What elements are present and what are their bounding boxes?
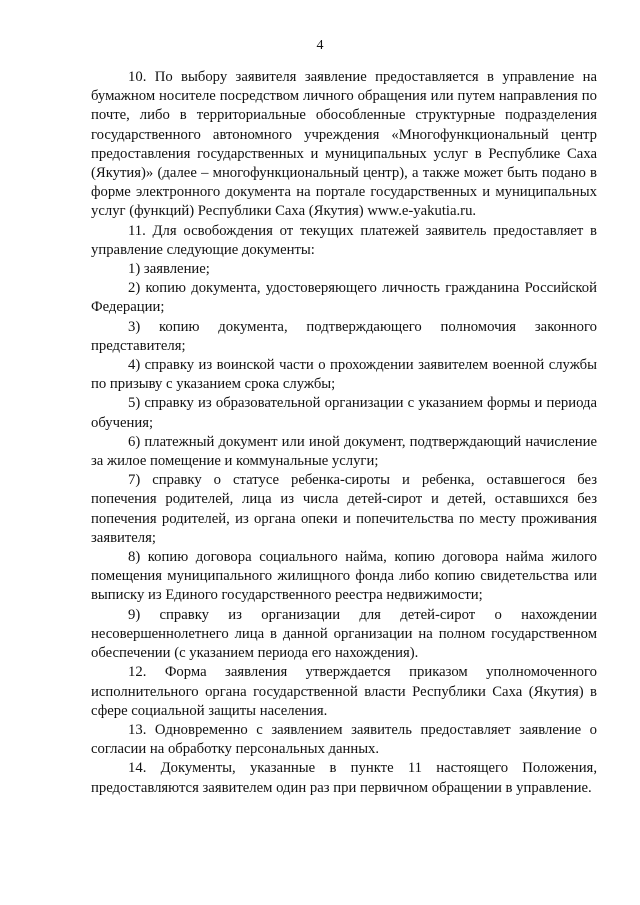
paragraph-14: 14. Документы, указанные в пункте 11 настоящего Положения, предоставляются заявителем один раз при первичном обращении в управление.: [91, 760, 597, 796]
list-item: 5) справку из образовательной организации с указанием формы и периода обучения;: [91, 395, 597, 431]
list-item: 9) справку из организации для детей-сирот о нахождении несовершеннолетнего лица в данной организации на полном государственном обеспечении (с указанием периода его нахождения).: [91, 606, 597, 662]
paragraph-13: 13. Одновременно с заявлением заявитель предоставляет заявление о согласии на обработку персональных данных.: [91, 721, 597, 758]
list-item: 1) заявление;: [128, 261, 210, 278]
list-item: 7) справку о статусе ребенка-сироты и ребенка, оставшегося без попечения родителей, лица из числа детей-сирот и детей, оставшихся без попечения родителей, из органа опеки и попечительства по месту проживания заявителя;: [91, 472, 597, 546]
list-item: 8) копию договора социального найма, копию договора найма жилого помещения муниципального жилищного фонда либо копию свидетельства или выписку из Единого государственного реестра недвижимости;: [91, 549, 597, 604]
list-item: 6) платежный документ или иной документ, подтверждающий начисление за жилое помещение и коммунальные услуги;: [91, 433, 597, 470]
paragraph-11: 11. Для освобождения от текущих платежей заявитель предоставляет в управление следующие документы:: [91, 222, 597, 258]
document-body: [91, 68, 597, 798]
list-item: 2) копию документа, удостоверяющего личность гражданина Российской Федерации;: [91, 280, 597, 316]
list-item: 3) копию документа, подтверждающего полномочия законного представителя;: [91, 318, 597, 354]
page-number: 4: [316, 38, 324, 53]
paragraph-10: 10. По выбору заявителя заявление предоставляется в управление на бумажном носителе посредством личного обращения или путем направления по почте, либо в территориальные обособленные структурные подразделения государственного автономного учреждения «Многофункциональный центр предоставления государственных и муниципальных услуг в Республике Саха (Якутия)» (далее – многофункциональный центр), а также может быть подано в форме электронного документа на портале государственных и муниципальных услуг (функций) Республики Саха (Якутия) www.e-yakutia.ru.: [91, 69, 597, 220]
list-item: 4) справку из воинской части о прохождении заявителем военной службы по призыву с указанием срока службы;: [91, 357, 597, 393]
paragraph-12: 12. Форма заявления утверждается приказом уполномоченного исполнительного органа государственной власти Республики Саха (Якутия) в сфере социальной защиты населения.: [91, 664, 597, 719]
